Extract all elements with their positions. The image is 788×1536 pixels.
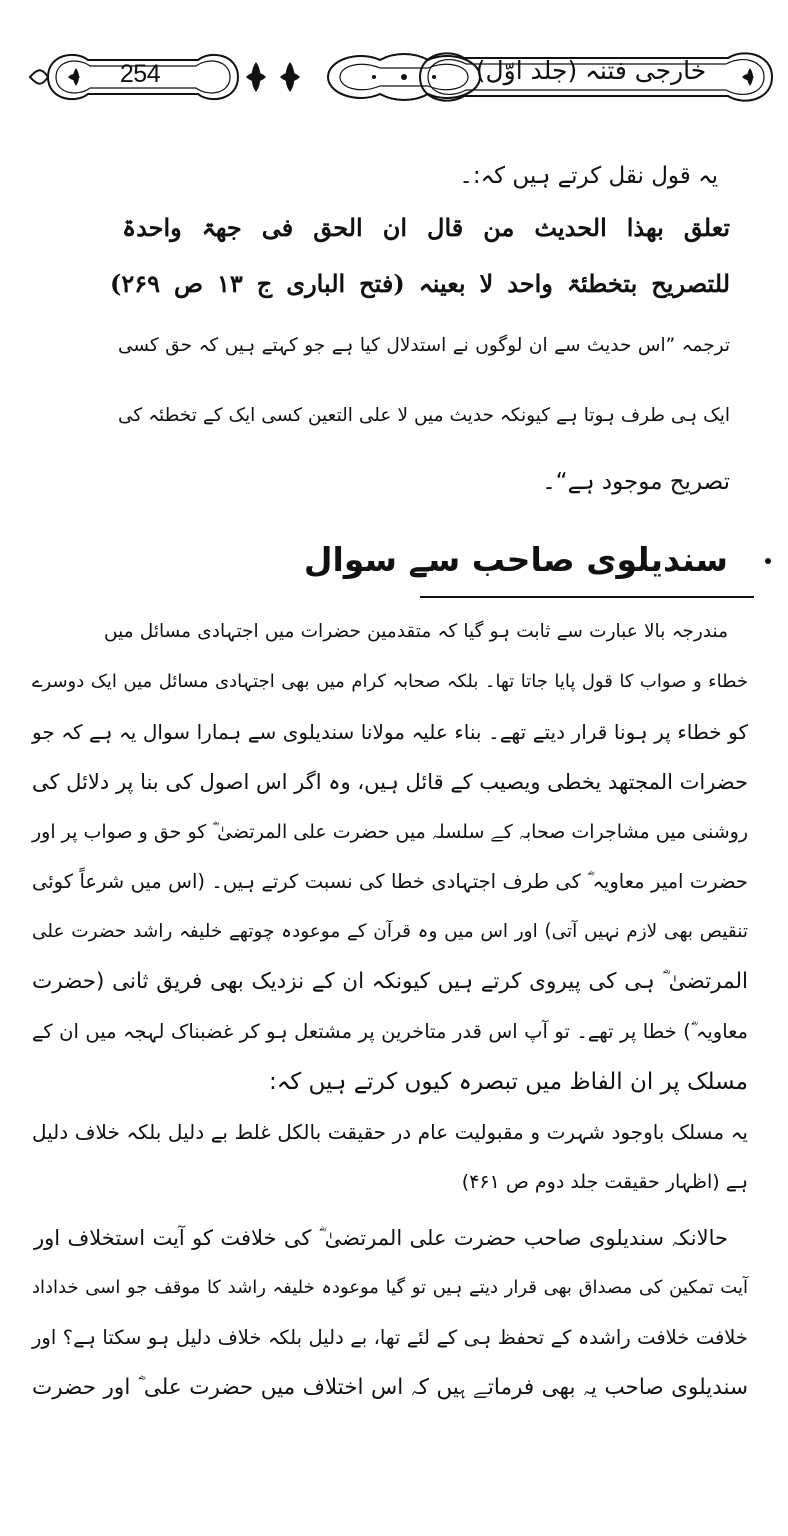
section-heading: سندیلوی صاحب سے سوال [303,540,728,579]
page-header [28,38,780,116]
heading-bullet [765,558,771,564]
paragraph-line: المرتضیٰ ؓ ہی کی پیروی کرتے ہیں کیونکہ ان کے نزدیک بھی فریق ثانی (حضرت [32,969,748,994]
arabic-quote-line: للتصریح بتخطئۃ واحد لا بعینہ (فتح الباری ج ۱۳ ص ۲۶۹) [110,269,730,298]
paragraph-line: آیت تمکین کی مصداق بھی قرار دیتے ہیں تو گیا موعودہ خلیفہ راشد کا موقف جو اسی خداداد [32,1277,748,1298]
paragraph-line: مندرجہ بالا عبارت سے ثابت ہو گیا کہ متقدمین حضرات میں اجتہادی مسائل میں [104,621,728,642]
paragraph-line: حالانکہ سندیلوی صاحب حضرت علی المرتضیٰ ؓ کی خلافت کو آیت استخلاف اور [34,1226,728,1250]
book-title: خارجی فتنہ (جلد اوّل) [475,56,707,85]
page-number: 254 [119,60,161,88]
translation-line: تصریح موجود ہے“۔ [542,469,730,495]
arabic-quote-line: تعلق بھذا الحدیث من قال ان الحق فی جھۃ واحدۃ [122,213,731,242]
paragraph-line: مسلک پر ان الفاظ میں تبصرہ کیوں کرتے ہیں کہ: [268,1069,748,1095]
quote-reference-line: ہے (اظہار حقیقت جلد دوم ص ۴۶۱) [461,1171,748,1193]
paragraph-line: خلافت خلافت راشدہ کے تحفظ ہی کے لئے تھا، بے دلیل بلکہ خلاف دلیل ہو سکتا ہے؟ اور [32,1326,748,1349]
translation-line: ایک ہی طرف ہوتا ہے کیونکہ حدیث میں لا علی التعین کسی ایک کے تخطئہ کی [118,405,730,426]
paragraph-line: کو خطاء پر ہونا قرار دیتے تھے۔ بناء علیہ مولانا سندیلوی سے ہمارا سوال یہ ہے کہ جو [32,720,748,744]
heading-underline [420,596,754,598]
paragraph-line: سندیلوی صاحب یہ بھی فرماتے ہیں کہ اس اختلاف میں حضرت علی ؓ اور حضرت [32,1375,748,1400]
quote-line: یہ مسلک باوجود شہرت و مقبولیت عام در حقیقت بالکل غلط بے دلیل بلکہ خلاف دلیل [32,1120,748,1144]
paragraph-line: خطاء و صواب کا قول پایا جاتا تھا۔ بلکہ صحابہ کرام میں بھی اجتہادی مسائل میں ایک دوسرے [32,671,748,692]
translation-line: ترجمہ ”اس حدیث سے ان لوگوں نے استدلال کیا ہے جو کہتے ہیں کہ حق کسی [118,335,730,356]
paragraph-line: تنقیص بھی لازم نہیں آتی) اور اس میں وہ قرآن کے موعودہ چوتھے خلیفہ راشد حضرت علی [32,921,748,942]
paragraph-line: معاویہ ؓ) خطا پر تھے۔ تو آپ اس قدر متاخرین پر مشتعل ہو کر غضبناک لہجہ میں ان کے [32,1020,748,1043]
paragraph-line: حضرت امیر معاویہ ؓ کی طرف اجتہادی خطا کی نسبت کرتے ہیں۔ (اس میں شرعاً کوئی [32,870,748,893]
intro-line: یہ قول نقل کرتے ہیں کہ:۔ [459,163,718,189]
paragraph-line: حضرات المجتھد یخطی ویصیب کے قائل ہیں، وہ اگر اس اصول کی بنا پر دلائل کی [32,770,748,794]
paragraph-line: روشنی میں مشاجرات صحابہ کے سلسلہ میں حضرت علی المرتضیٰ ؓ کو حق و صواب پر اور [31,821,748,843]
